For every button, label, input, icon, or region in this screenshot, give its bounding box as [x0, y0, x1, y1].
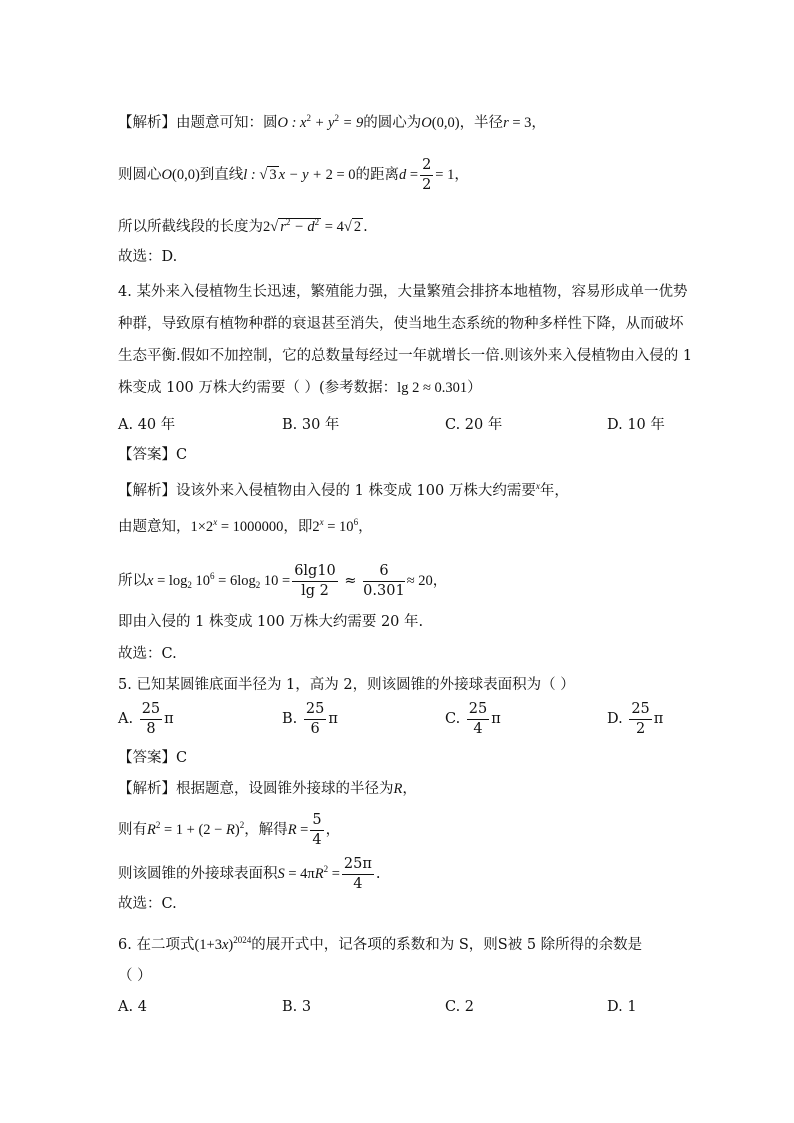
numerator: 5: [310, 813, 323, 831]
text: ，: [454, 167, 469, 183]
q4-stem-line-3: 生态平衡.假如不加控制，它的总数量每经过一年就增长一倍.则该外来入侵植物由入侵的 1: [118, 348, 693, 364]
text: ，: [531, 115, 546, 131]
numerator: 25π: [342, 857, 374, 875]
denominator: 2: [422, 176, 432, 193]
text: ，解得: [244, 822, 288, 838]
q6-option-b: B. 3: [282, 999, 312, 1015]
q5-solution-line-3: [118, 857, 381, 891]
fraction: [342, 857, 374, 891]
text: ，: [402, 781, 417, 797]
math-r: R =: [287, 822, 309, 838]
fraction: [292, 564, 338, 598]
math-eq: $R^2 = 1 + (2 - R)^2$: [147, 820, 245, 838]
text: 【解析】根据题意，设圆锥外接球的半径为: [118, 781, 394, 797]
text: 则圆心: [118, 167, 162, 183]
text: 的圆心为: [363, 115, 422, 131]
numerator: 6: [363, 564, 405, 582]
text: 年，: [539, 483, 569, 499]
text: 【解析】设该外来入侵植物由入侵的 1 株变成 100 万株大约需要: [118, 483, 536, 499]
q5-answer: 【答案】C: [118, 750, 188, 766]
q4-option-a: A. 40 年: [118, 417, 176, 433]
q5-solution-line-4: 故选：C.: [118, 896, 177, 912]
math-eq1: $1\times 2^x = 1000000$: [190, 517, 284, 535]
q6-option-a: A. 4: [118, 999, 147, 1015]
q6-option-d: D. 1: [607, 999, 637, 1015]
denominator: 2: [635, 720, 646, 737]
math-distance: d =: [399, 167, 419, 183]
text: .: [375, 866, 381, 882]
math-chord-length: 2√ $r^2 - d^2 = 4√$ 2: [263, 217, 362, 235]
q6-option-c: C. 2: [445, 999, 475, 1015]
q6-stem-line-2: （ ）: [118, 968, 152, 984]
fraction: [467, 702, 489, 736]
text: ，半径: [459, 115, 504, 131]
math: ≈ 20: [406, 573, 433, 589]
denominator: 6: [310, 720, 320, 737]
q5-solution-line-1: [118, 779, 417, 799]
q4-stem-line-1: 4. 某外来入侵植物生长迅速，繁殖能力强，大量繁殖会排挤本地植物，容易形成单一优势: [118, 284, 688, 300]
q5-solution-line-2: [118, 813, 340, 847]
text: 6. 在二项式: [118, 937, 195, 953]
text: 的展开式中，记各项的系数和为 S，则S被 5 除所得的余数是: [251, 937, 643, 953]
math-center-2: O(0,0): [161, 167, 200, 183]
text: 则该圆锥的外接球表面积: [118, 866, 278, 882]
text: 所以所截线段的长度为: [118, 219, 263, 235]
denominator: 4: [473, 720, 483, 737]
pi: π: [653, 711, 664, 727]
solution-line-3: [118, 212, 368, 237]
q5-stem: 5. 已知某圆锥底面半径为 1，高为 2，则该圆锥的外接球表面积为（ ）: [118, 677, 575, 693]
option-label: D.: [607, 711, 623, 727]
denominator: 4: [353, 875, 363, 892]
solution-line-2: [118, 158, 469, 192]
q4-option-d: D. 10 年: [607, 417, 665, 433]
text: .: [363, 219, 368, 235]
numerator: 6lg10: [292, 564, 338, 582]
pi: π: [164, 711, 174, 727]
denominator: 8: [146, 720, 156, 737]
q4-stem-line-4: [118, 378, 482, 398]
fraction: [140, 702, 162, 736]
fraction: [629, 702, 651, 736]
q5-option-c: [445, 702, 501, 736]
text: ，: [432, 573, 448, 589]
q4-answer: 【答案】C: [118, 447, 188, 463]
text: ，即: [283, 519, 313, 535]
numerator: 25: [467, 702, 489, 720]
math: R: [393, 781, 403, 797]
text: ，: [358, 519, 373, 535]
q6-stem-line-1: [118, 930, 642, 955]
fraction: [310, 813, 323, 847]
option-label: B.: [282, 711, 298, 727]
solution-line-1: [118, 108, 546, 133]
fraction: [363, 564, 405, 598]
q4-option-c: C. 20 年: [445, 417, 503, 433]
q4-solution-line-5: 故选：C.: [118, 646, 177, 662]
math: lg 2 ≈ 0.301: [397, 380, 468, 396]
fraction: [420, 158, 433, 192]
q4-solution-line-1: [118, 476, 569, 501]
q5-option-b: [282, 702, 338, 736]
q5-option-a: [118, 702, 174, 736]
math-binomial: $(1+3x)^{2024}$: [194, 935, 252, 953]
text: 由题意可知：圆: [176, 115, 278, 131]
text: 株变成 100 万株大约需要（ ）(参考数据：: [118, 380, 398, 396]
fraction: [304, 702, 326, 736]
denominator: 4: [312, 831, 322, 848]
math-center: O(0,0): [421, 115, 460, 131]
math-line-eq: l : √ 3 x − y + 2 = 0: [243, 167, 356, 183]
text: 由题意知，: [118, 519, 191, 535]
numerator: 25: [140, 702, 162, 720]
q4-solution-line-3: 所以$x = \log_2 10^6 = 6\log_2$ 10 = $\frac{6\lg 10}{\lg 2}$ ≈ $\frac{6}{0.301}$ ≈ 20，: [118, 563, 448, 599]
pi: π: [491, 711, 501, 727]
denominator: 0.301: [363, 582, 405, 599]
option-label: C.: [445, 711, 461, 727]
math-radius: r = 3: [503, 115, 532, 131]
math: = 1: [435, 167, 455, 183]
q4-option-b: B. 30 年: [282, 417, 340, 433]
analysis-tag: 【解析】: [118, 115, 176, 131]
q4-stem-line-2: 种群，导致原有植物种群的衰退甚至消失，使当地生态系统的物种多样性下降，从而破坏: [118, 316, 684, 332]
text: 到直线: [199, 167, 244, 183]
numerator: 25: [629, 702, 651, 720]
q4-solution-line-4: 即由入侵的 1 株变成 100 万株大约需要 20 年.: [118, 614, 424, 630]
text: ）: [467, 380, 482, 396]
numerator: 2: [420, 158, 433, 176]
choice-line: 故选：D.: [118, 249, 178, 265]
denominator: lg 2: [301, 582, 329, 599]
math-eq2: $2^x = 10^6$: [312, 517, 359, 535]
math: x: [535, 481, 540, 491]
text: 所以: [118, 573, 147, 589]
numerator: 25: [304, 702, 326, 720]
q5-option-d: [607, 702, 663, 736]
q4-solution-line-2: [118, 512, 373, 537]
text: 的距离: [355, 167, 399, 183]
math-surface: $S = 4\pi R^2$ =: [277, 864, 340, 882]
pi: π: [328, 711, 338, 727]
text: 则有: [118, 822, 147, 838]
math-circle-eq: O : $x^2 + y^2 = 9$: [277, 113, 364, 131]
text: ，: [325, 822, 341, 838]
option-label: A.: [118, 711, 134, 727]
math-log: $x = \log_2 10^6 = 6\log_2$ 10 =: [147, 571, 291, 590]
